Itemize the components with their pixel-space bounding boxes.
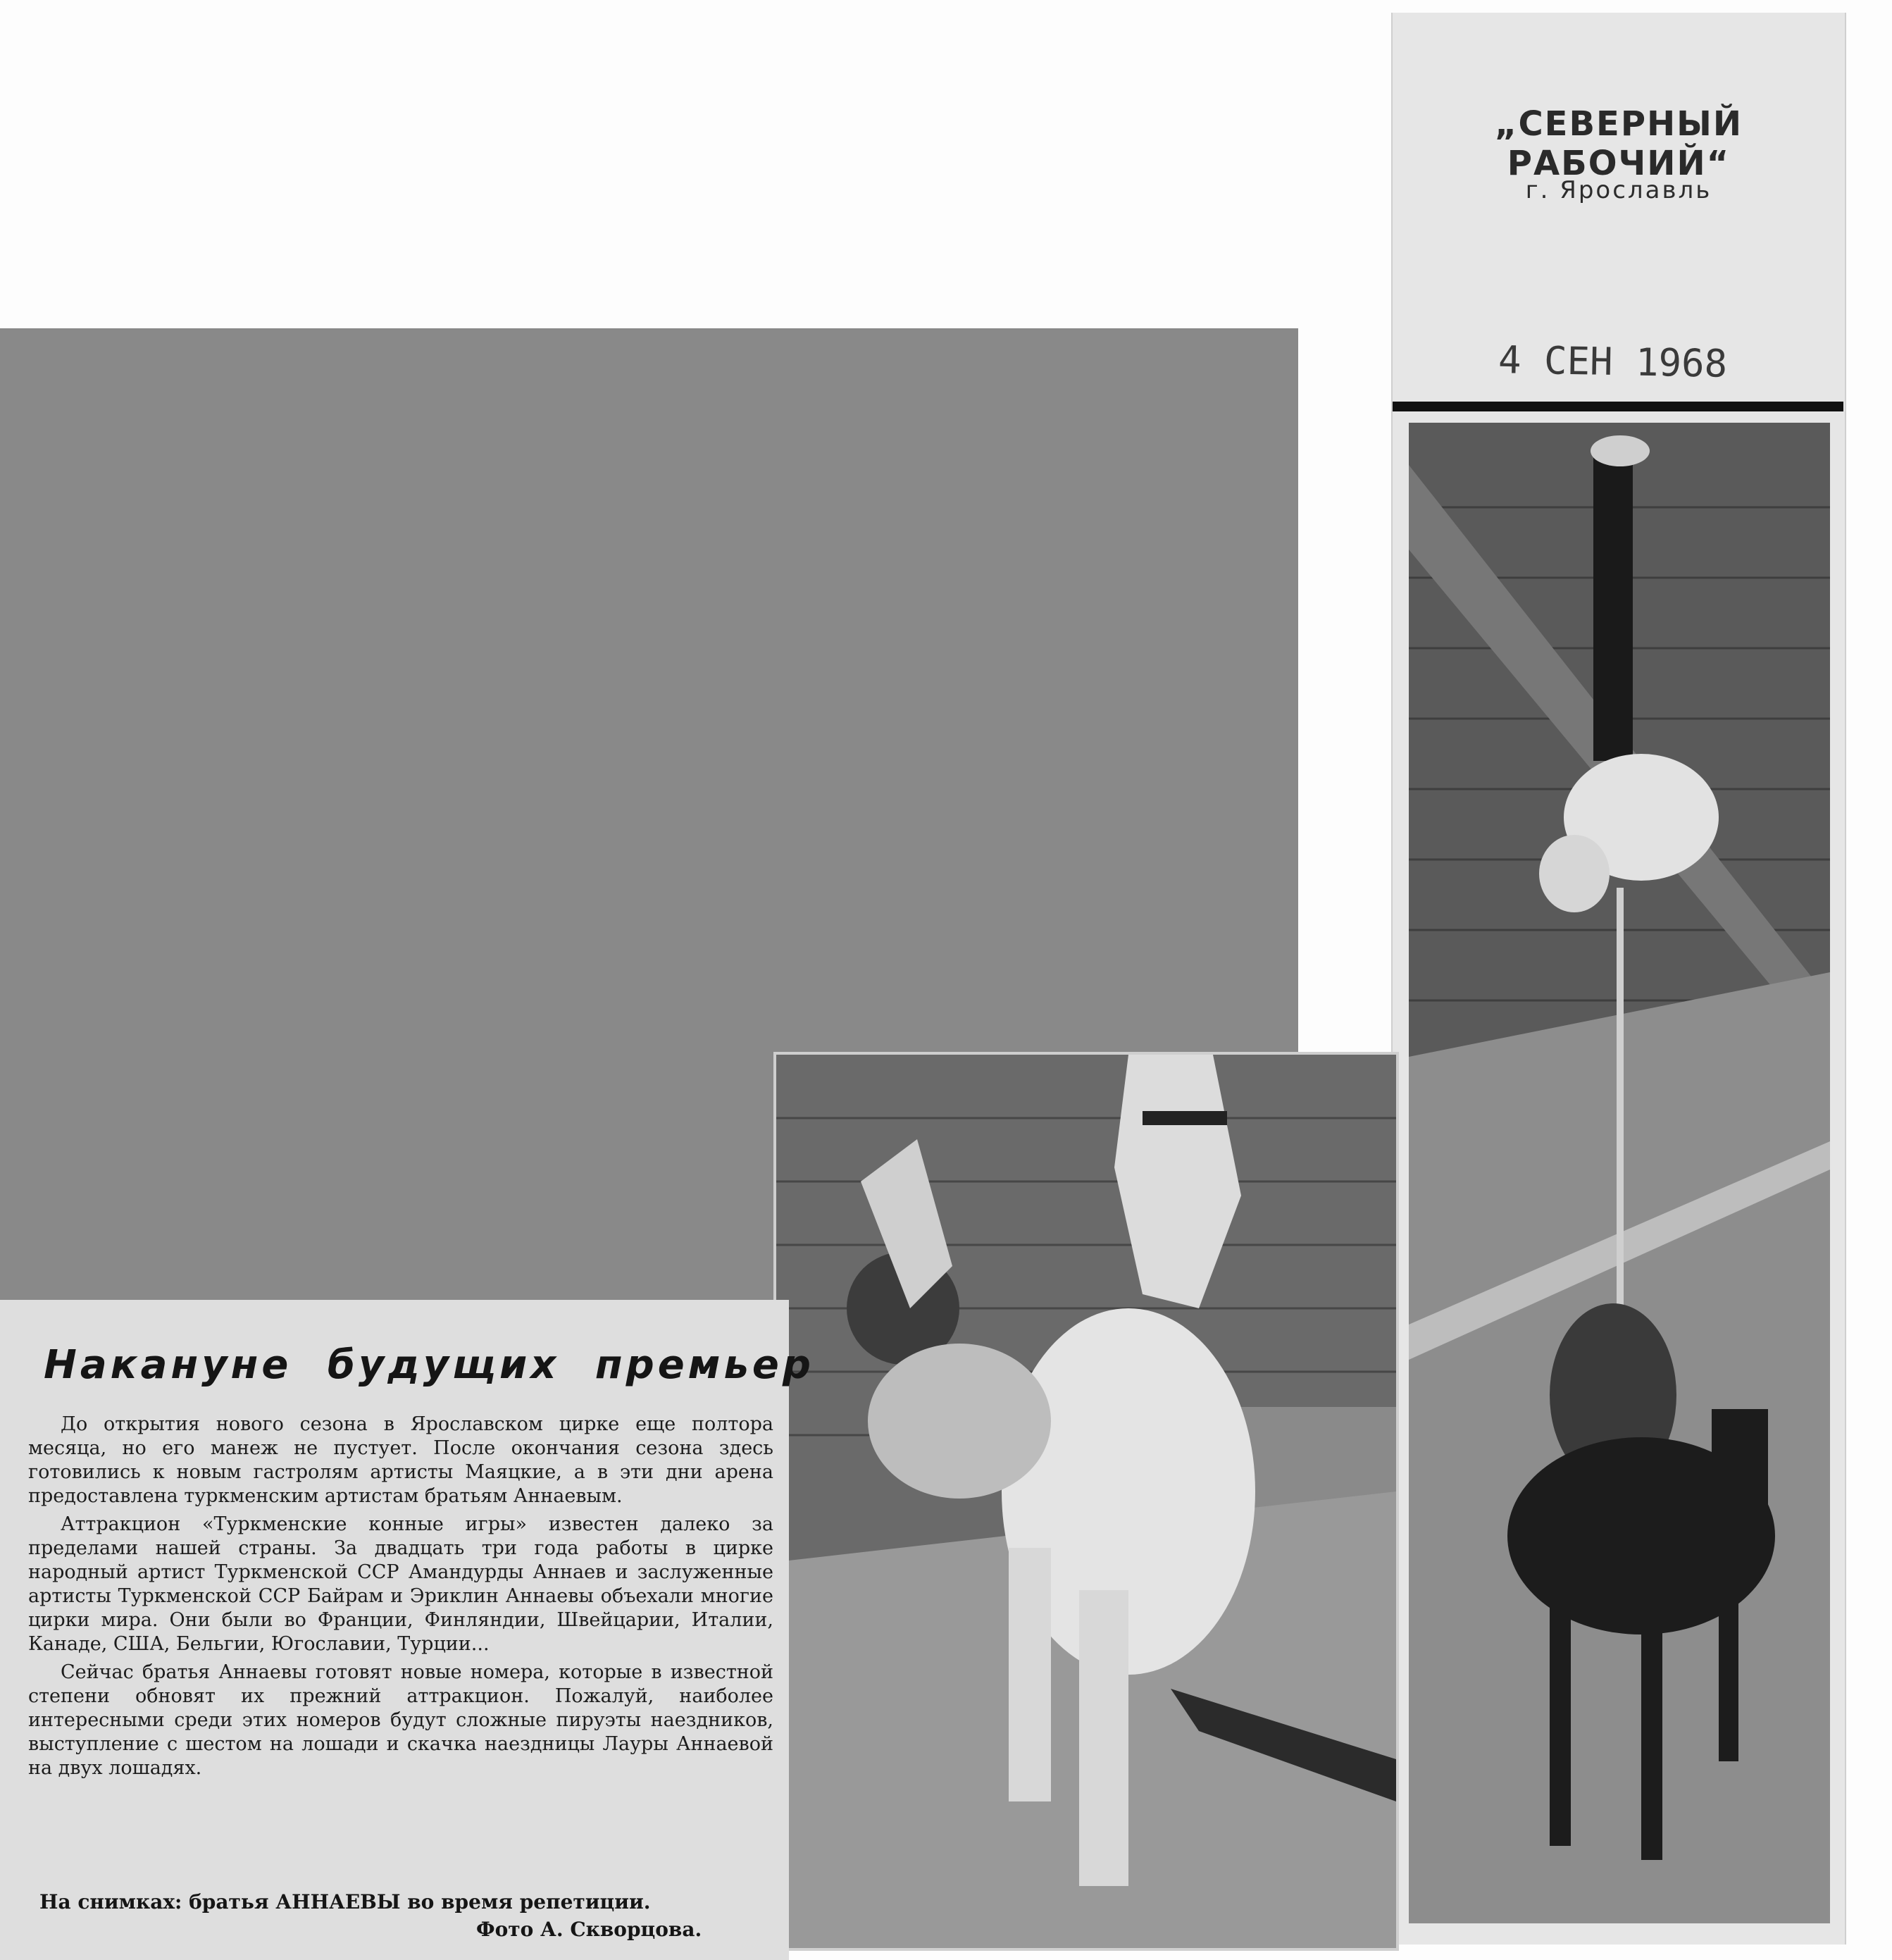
newspaper-city: г. Ярославль (1525, 176, 1712, 204)
photo-rider-rearing-white-horse (773, 1052, 1399, 1951)
date-stamp: 4 СЕН 1968 (1498, 337, 1728, 386)
article-headline: Накануне будущих премьер (44, 1342, 814, 1388)
photo-caption (39, 1890, 772, 1941)
photo-rider-handstand-on-pole (1409, 423, 1830, 1923)
caption-text: На снимках: братья АННАЕВЫ во время репетиции. (39, 1890, 651, 1914)
article-paragraph: Сейчас братья Аннаевы готовят новые номера, которые в известной степени обновят их прежний аттракцион. Пожалуй, наиболее интересными среди этих номеров будут сложные пируэты наездников, выступление с шестом на лошади и скачка наездницы Лауры Аннаевой на двух лошадях. (28, 1661, 773, 1779)
article-paragraph: До открытия нового сезона в Ярославском цирке еще полтора месяца, но его манеж не пустует. После окончания сезона здесь готовились к новым гастролям артисты Маяцкие, а в эти дни арена предоставлена туркменским артистам братьям Аннаевым. (28, 1413, 773, 1507)
masthead-rule (1393, 402, 1843, 411)
newspaper-title: „СЕВЕРНЫЙ РАБОЧИЙ“ (1494, 104, 1743, 183)
article-paragraph: Аттракцион «Туркменские конные игры» известен далеко за пределами нашей страны. За двадцать три года работы в цирке народный артист Туркменской ССР Амандурды Аннаев и заслуженные артисты Туркменской ССР Байрам и Эриклин Аннаевы объехали многие цирки мира. Они были во Франции, Финляндии, Швейцарии, Италии, Канаде, США, Бельгии, Югославии, Турции... (28, 1513, 773, 1655)
photo-credit: Фото А. Скворцова. (476, 1918, 702, 1941)
article-clipping (0, 1300, 814, 1960)
article-body (28, 1413, 773, 1785)
